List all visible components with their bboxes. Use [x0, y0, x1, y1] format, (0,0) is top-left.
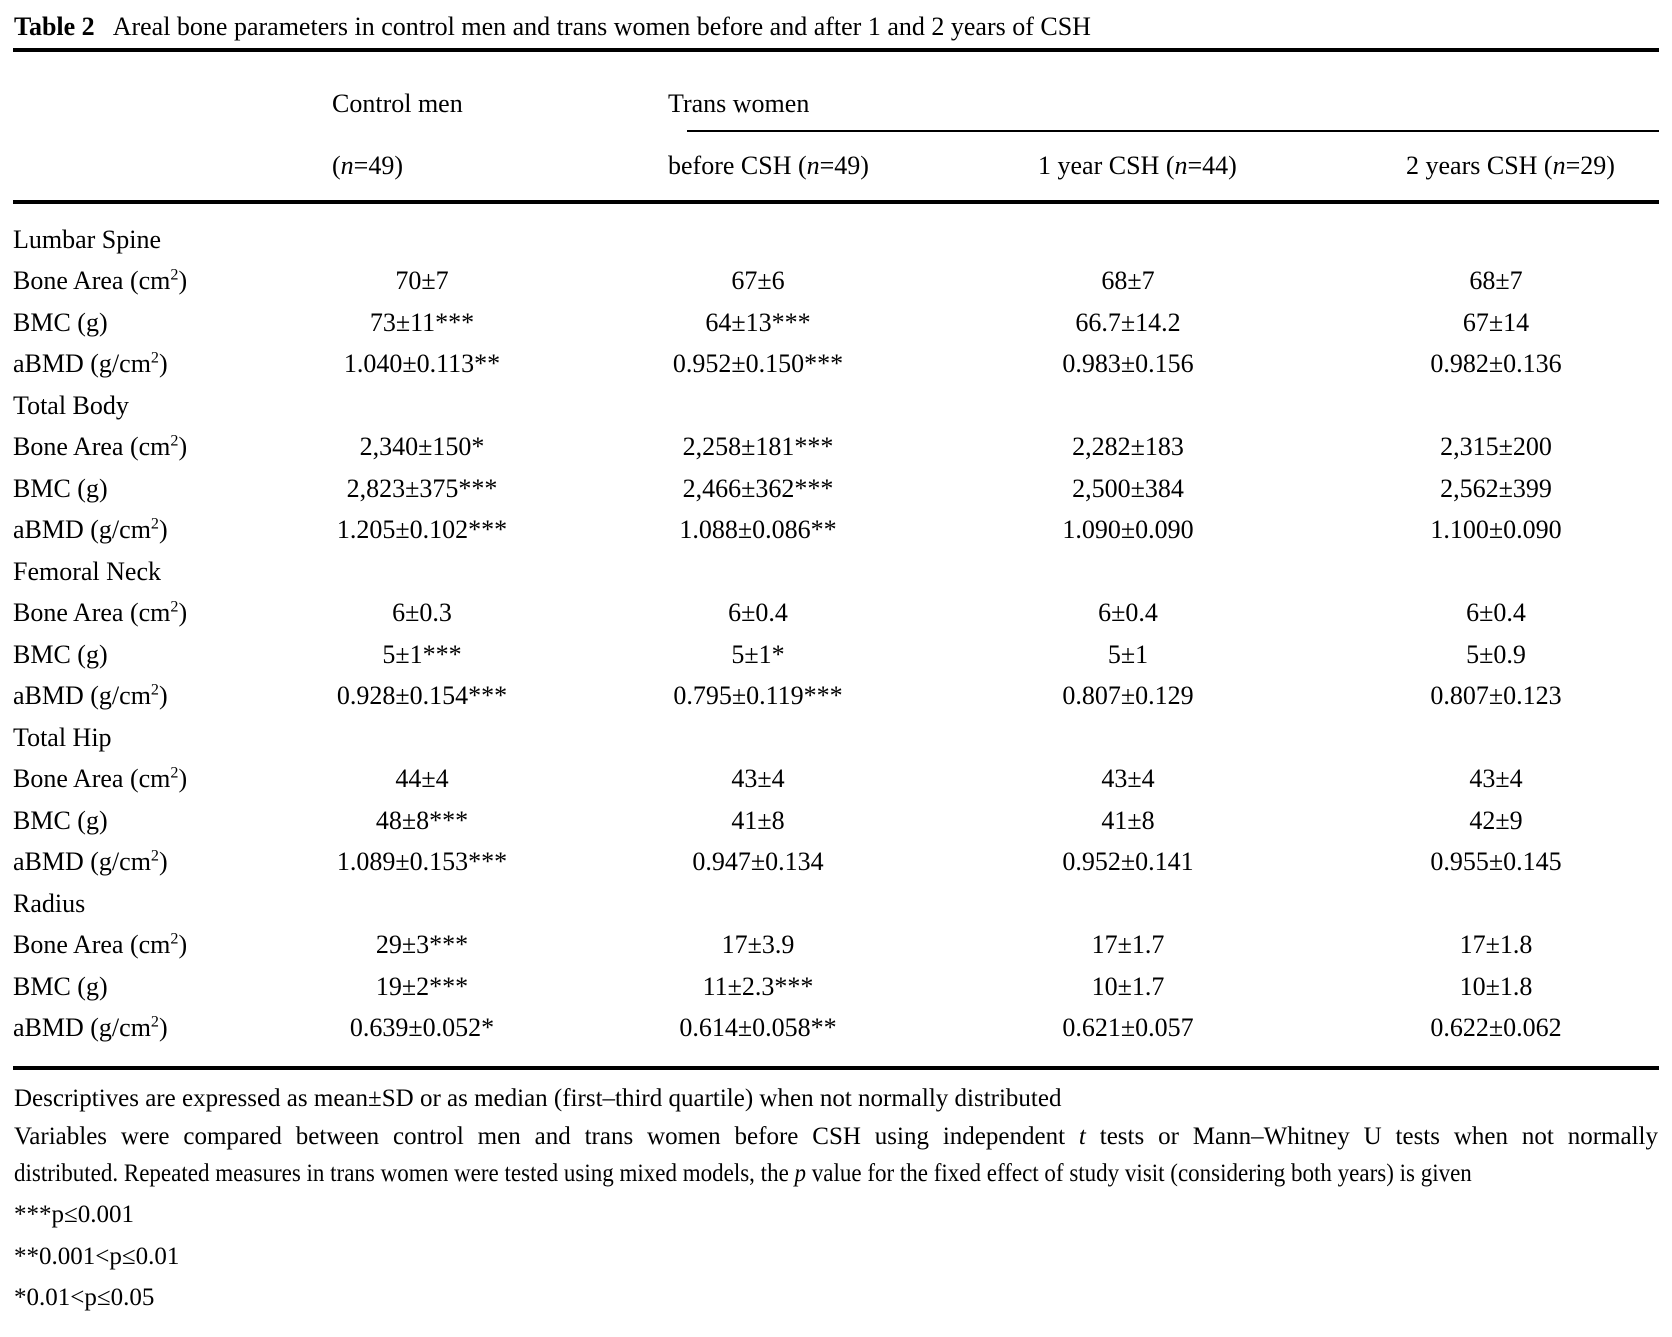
footnote-sig-001: ***p≤0.001 — [14, 1201, 134, 1228]
cell-2-years-csh: 2,315±200 — [1440, 432, 1552, 462]
cell-before-csh: 0.614±0.058** — [679, 1013, 837, 1043]
column-header-control-men: Control men — [332, 89, 463, 119]
cell-2-years-csh: 17±1.8 — [1459, 930, 1533, 960]
cell-before-csh: 0.952±0.150*** — [672, 349, 844, 379]
row-label: BMC (g) — [13, 473, 108, 503]
row-label: aBMD $(g/cm^2)$ — [13, 847, 168, 877]
table-row — [13, 593, 1659, 635]
cell-before-csh: 41±8 — [731, 805, 785, 835]
cell-control-men: 0.639±0.052* — [349, 1013, 495, 1043]
cell-1-year-csh: 0.807±0.129 — [1062, 681, 1194, 711]
section-header: Total Hip — [13, 722, 112, 752]
table-row — [13, 800, 1659, 842]
trans-women-spanner-rule — [687, 130, 1659, 132]
cell-control-men: 0.928±0.154*** — [336, 681, 508, 711]
footnote-descriptives: Descriptives are expressed as mean±SD or as median (first–third quartile) when not normally distributed — [14, 1085, 1062, 1112]
table-caption — [14, 12, 1091, 42]
table-number: Table 2 — [14, 12, 95, 41]
subheader-2-years-csh: 2 years CSH (n=29) — [1406, 132, 1659, 202]
section-header: Radius — [13, 888, 86, 918]
bone-parameters-table — [13, 48, 1659, 1070]
table-row — [13, 302, 1659, 344]
cell-control-men: 6±0.3 — [392, 598, 452, 628]
cell-before-csh: 11±2.3*** — [702, 971, 814, 1001]
table-row — [13, 261, 1659, 303]
cell-before-csh: 6±0.4 — [728, 598, 788, 628]
section-header: Lumbar Spine — [13, 224, 162, 254]
table-row — [13, 344, 1659, 386]
cell-before-csh: 17±3.9 — [721, 930, 795, 960]
cell-2-years-csh: 0.807±0.123 — [1430, 681, 1562, 711]
spacer — [13, 202, 1659, 219]
footnote-methods-line1: Variables were compared between control men and trans women before CSH using independent t tests or Mann–Whitney U tests when not normally — [14, 1123, 1658, 1150]
cell-2-years-csh: 68±7 — [1469, 266, 1523, 296]
section-row-femoral-neck — [13, 551, 1659, 593]
footnote-sig-01: **0.001<p≤0.01 — [14, 1243, 180, 1270]
header-row-subgroups — [13, 132, 1659, 202]
row-label: Bone Area $(cm^2)$ — [13, 266, 188, 296]
cell-2-years-csh: 0.622±0.062 — [1430, 1013, 1562, 1043]
cell-before-csh: 1.088±0.086** — [679, 515, 837, 545]
cell-1-year-csh: 2,500±384 — [1072, 473, 1184, 503]
subheader-control-n: (n=49) — [332, 132, 668, 202]
row-label: Bone Area $(cm^2)$ — [13, 432, 188, 462]
table-row — [13, 468, 1659, 510]
row-label: BMC (g) — [13, 805, 108, 835]
subheader-before-csh: before CSH (n=49) — [668, 132, 1038, 202]
cell-1-year-csh: 0.621±0.057 — [1062, 1013, 1194, 1043]
header-empty-cell — [13, 50, 332, 132]
cell-2-years-csh: 42±9 — [1469, 805, 1523, 835]
cell-before-csh: 0.795±0.119*** — [673, 681, 843, 711]
table-row — [13, 510, 1659, 552]
spacer — [13, 1049, 1659, 1068]
table-row — [13, 427, 1659, 469]
section-row-total-hip — [13, 717, 1659, 759]
cell-before-csh: 5±1* — [731, 639, 785, 669]
cell-1-year-csh: 10±1.7 — [1091, 971, 1165, 1001]
cell-2-years-csh: 0.955±0.145 — [1430, 847, 1562, 877]
table-row — [13, 842, 1659, 884]
row-label: BMC (g) — [13, 971, 108, 1001]
header-row-groups — [13, 50, 1659, 132]
cell-control-men: 29±3*** — [375, 930, 469, 960]
row-label: Bone Area $(cm^2)$ — [13, 930, 188, 960]
row-label: aBMD $(g/cm^2)$ — [13, 515, 168, 545]
header-empty-cell — [13, 132, 332, 202]
section-row-lumbar-spine — [13, 219, 1659, 261]
cell-control-men: 2,340±150* — [359, 432, 485, 462]
table-row — [13, 925, 1659, 967]
cell-control-men: 1.089±0.153*** — [336, 847, 508, 877]
cell-2-years-csh: 67±14 — [1462, 307, 1530, 337]
cell-2-years-csh: 2,562±399 — [1440, 473, 1552, 503]
cell-1-year-csh: 41±8 — [1101, 805, 1155, 835]
cell-1-year-csh: 17±1.7 — [1091, 930, 1165, 960]
footnote-methods-line2: distributed. Repeated measures in trans women were tested using mixed models, the p value for the fixed effect of study visit (considering both years) is given — [14, 1160, 1472, 1187]
row-label: Bone Area $(cm^2)$ — [13, 764, 188, 794]
cell-2-years-csh: 5±0.9 — [1466, 639, 1526, 669]
cell-2-years-csh: 10±1.8 — [1459, 971, 1533, 1001]
cell-before-csh: 64±13*** — [705, 307, 811, 337]
cell-control-men: 73±11*** — [369, 307, 475, 337]
row-label: aBMD $(g/cm^2)$ — [13, 681, 168, 711]
table-row — [13, 966, 1659, 1008]
table-row — [13, 759, 1659, 801]
cell-control-men: 2,823±375*** — [346, 473, 498, 503]
row-label: BMC (g) — [13, 639, 108, 669]
cell-1-year-csh: 0.983±0.156 — [1062, 349, 1194, 379]
table-caption-text: Areal bone parameters in control men and trans women before and after 1 and 2 years of CSH — [112, 12, 1091, 41]
cell-2-years-csh: 43±4 — [1469, 764, 1523, 794]
cell-before-csh: 2,466±362*** — [682, 473, 834, 503]
cell-1-year-csh: 6±0.4 — [1098, 598, 1158, 628]
cell-1-year-csh: 66.7±14.2 — [1075, 307, 1181, 337]
cell-control-men: 70±7 — [395, 266, 449, 296]
row-label: Bone Area $(cm^2)$ — [13, 598, 188, 628]
cell-control-men: 48±8*** — [375, 805, 469, 835]
cell-before-csh: 43±4 — [731, 764, 785, 794]
row-label: BMC (g) — [13, 307, 108, 337]
cell-control-men: 5±1*** — [382, 639, 462, 669]
row-label: aBMD $(g/cm^2)$ — [13, 1013, 168, 1043]
cell-control-men: 1.205±0.102*** — [336, 515, 508, 545]
section-row-radius — [13, 883, 1659, 925]
cell-1-year-csh: 5±1 — [1107, 639, 1149, 669]
cell-control-men: 44±4 — [395, 764, 449, 794]
footnote-sig-05: *0.01<p≤0.05 — [14, 1284, 155, 1311]
cell-2-years-csh: 1.100±0.090 — [1430, 515, 1562, 545]
cell-before-csh: 67±6 — [731, 266, 785, 296]
cell-control-men: 19±2*** — [375, 971, 469, 1001]
cell-1-year-csh: 43±4 — [1101, 764, 1155, 794]
cell-control-men: 1.040±0.113** — [343, 349, 501, 379]
cell-1-year-csh: 0.952±0.141 — [1062, 847, 1194, 877]
cell-before-csh: 0.947±0.134 — [692, 847, 824, 877]
cell-1-year-csh: 1.090±0.090 — [1062, 515, 1194, 545]
table-row — [13, 676, 1659, 718]
section-header: Femoral Neck — [13, 556, 162, 586]
subheader-1-year-csh: 1 year CSH (n=44) — [1038, 132, 1406, 202]
row-label: aBMD $(g/cm^2)$ — [13, 349, 168, 379]
table-row — [13, 1008, 1659, 1050]
cell-1-year-csh: 68±7 — [1101, 266, 1155, 296]
table-row — [13, 634, 1659, 676]
cell-2-years-csh: 6±0.4 — [1466, 598, 1526, 628]
cell-1-year-csh: 2,282±183 — [1072, 432, 1184, 462]
column-header-trans-women: Trans women — [668, 50, 1659, 132]
section-header: Total Body — [13, 390, 129, 420]
cell-before-csh: 2,258±181*** — [682, 432, 834, 462]
cell-2-years-csh: 0.982±0.136 — [1430, 349, 1562, 379]
section-row-total-body — [13, 385, 1659, 427]
